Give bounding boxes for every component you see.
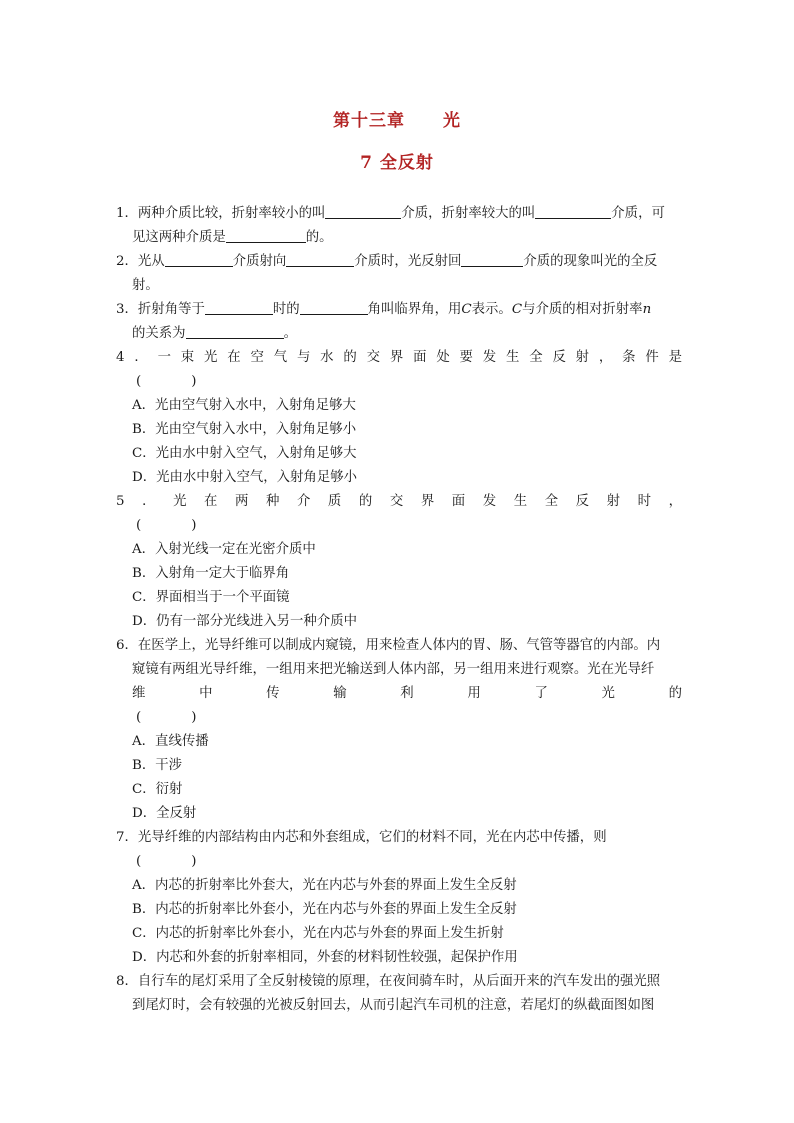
option-a[interactable]: A．入射光线一定在光密介质中 bbox=[132, 542, 316, 557]
answer-parentheses: ( ) bbox=[136, 374, 197, 389]
option-a[interactable]: A．内芯的折射率比外套大，光在内芯与外套的界面上发生全反射 bbox=[132, 878, 517, 893]
blank[interactable] bbox=[286, 251, 354, 267]
option-b[interactable]: B．干涉 bbox=[132, 758, 183, 773]
question-1-line-1: 1．两种介质比较，折射率较小的叫 介质，折射率较大的叫 介质，可 bbox=[116, 202, 682, 226]
blank[interactable] bbox=[165, 251, 233, 267]
option-c[interactable]: C．光由水中射入空气，入射角足够大 bbox=[132, 446, 357, 461]
blank[interactable] bbox=[300, 299, 368, 315]
answer-parentheses: ( ) bbox=[136, 710, 197, 725]
option-a[interactable]: A．直线传播 bbox=[132, 734, 209, 749]
question-3-line-1: 3．折射角等于 时的 角叫临界角，用C表示。C与介质的相对折射率n bbox=[116, 298, 682, 322]
question-2-line-1: 2．光从 介质射向 介质时，光反射回 介质的现象叫光的全反 bbox=[116, 250, 682, 274]
chapter-name: 光 bbox=[443, 111, 461, 131]
question-3-line-2: 的关系为 。 bbox=[116, 322, 682, 346]
option-c[interactable]: C．内芯的折射率比外套小，光在内芯与外套的界面上发生折射 bbox=[132, 926, 504, 941]
chapter-number: 第十三章 bbox=[333, 111, 405, 131]
blank[interactable] bbox=[461, 251, 523, 267]
option-d[interactable]: D．仍有一部分光线进入另一种介质中 bbox=[132, 614, 357, 629]
option-c[interactable]: C．界面相当于一个平面镜 bbox=[132, 590, 290, 605]
option-b[interactable]: B．光由空气射入水中，入射角足够小 bbox=[132, 422, 357, 437]
option-a[interactable]: A．光由空气射入水中，入射角足够大 bbox=[132, 398, 356, 413]
section-title: 7 全反射 bbox=[360, 153, 434, 173]
option-b[interactable]: B．内芯的折射率比外套小，光在内芯与外套的界面上发生全反射 bbox=[132, 902, 517, 917]
blank[interactable] bbox=[226, 227, 306, 243]
question-2-line-2: 射。 bbox=[132, 278, 159, 293]
option-b[interactable]: B．入射角一定大于临界角 bbox=[132, 566, 290, 581]
blank[interactable] bbox=[186, 323, 284, 339]
question-8-line-2: 到尾灯时，会有较强的光被反射回去，从而引起汽车司机的注意，若尾灯的纵截面图如图 bbox=[132, 998, 655, 1013]
blank[interactable] bbox=[205, 299, 273, 315]
chapter-title bbox=[0, 106, 794, 131]
option-c[interactable]: C．衍射 bbox=[132, 782, 183, 797]
option-d[interactable]: D．内芯和外套的折射率相同，外套的材料韧性较强，起保护作用 bbox=[132, 950, 518, 965]
blank[interactable] bbox=[535, 203, 611, 219]
question-7-stem: 7．光导纤维的内部结构由内芯和外套组成，它们的材料不同，光在内芯中传播，则 bbox=[116, 830, 607, 845]
answer-parentheses: ( ) bbox=[136, 854, 197, 869]
question-6-line-1: 6．在医学上，光导纤维可以制成内窥镜，用来检查人体内的胃、肠、气管等器官的内部。内 bbox=[116, 638, 661, 653]
blank[interactable] bbox=[325, 203, 401, 219]
question-list bbox=[116, 202, 682, 1018]
question-6-line-3: 维中传输利用了光的 bbox=[132, 686, 682, 701]
question-8-line-1: 8．自行车的尾灯采用了全反射棱镜的原理，在夜间骑车时，从后面开来的汽车发出的强光照 bbox=[116, 974, 661, 989]
option-d[interactable]: D．光由水中射入空气，入射角足够小 bbox=[132, 470, 357, 485]
question-1-line-2: 见这两种介质是 的。 bbox=[116, 226, 682, 250]
question-5-stem: 5．光在两种介质的交界面发生全反射时， bbox=[116, 494, 682, 509]
question-6-line-2: 窥镜有两组光导纤维，一组用来把光输送到人体内部，另一组用来进行观察。光在光导纤 bbox=[132, 662, 655, 677]
option-d[interactable]: D．全反射 bbox=[132, 806, 197, 821]
answer-parentheses: ( ) bbox=[136, 518, 197, 533]
question-4-stem: 4．一束光在空气与水的交界面处要发生全反射，条件是 bbox=[116, 350, 682, 365]
